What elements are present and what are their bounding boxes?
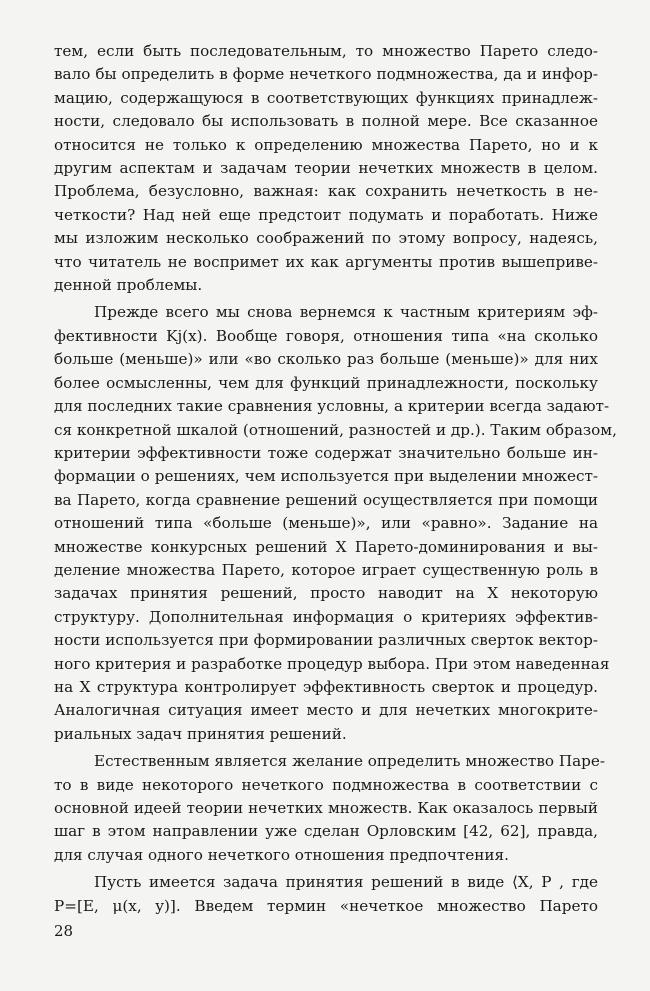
text-line: для случая одного нечеткого отношения предпочтения. [54, 845, 509, 864]
text-line: деление множества Парето, которое играет существенную роль в [54, 560, 598, 579]
text-line: шаг в этом направлении уже сделан Орловским [42, 62], правда, [54, 822, 598, 841]
text-line: тем, если быть последовательным, то множество Парето следо- [54, 42, 598, 60]
text-line: Пусть имеется задача принятия решений в виде ⟨X, P , где [94, 873, 598, 892]
paragraph [54, 750, 605, 867]
text-line: относится не только к определению множества Парето, но и к [54, 135, 598, 154]
paragraph [54, 871, 598, 918]
text-line: более осмысленны, чем для функций принадлежности, поскольку [54, 373, 598, 392]
text-line: ва Парето, когда сравнение решений осуществляется при помощи [54, 490, 598, 509]
text-line: ся конкретной шкалой (отношений, разностей и др.). Таким образом, [54, 420, 617, 439]
text-line: P=[E, μ(x, y)]. Введем термин «нечеткое множество Парето [54, 896, 598, 915]
body-text [54, 40, 617, 918]
text-line: Проблема, безусловно, важная: как сохранить нечеткость в не- [54, 182, 598, 201]
text-line: отношений типа «больше (меньше)», или «равно». Задание на [54, 514, 598, 533]
text-line: вало бы определить в форме нечеткого подмножества, да и инфор- [54, 65, 598, 84]
text-line: для последних такие сравнения условны, а критерии всегда задают- [54, 397, 610, 416]
text-line: ности, следовало бы использовать в полной мере. Все сказанное [54, 112, 598, 131]
text-line: Естественным является желание определить множество Паре- [94, 752, 605, 771]
text-line: мы изложим несколько соображений по этому вопросу, надеясь, [54, 229, 598, 248]
text-line: ного критерия и разработке процедур выбора. При этом наведенная [54, 654, 610, 673]
text-line: множестве конкурсных решений X Парето-доминирования и вы- [54, 537, 598, 556]
text-line: то в виде некоторого нечеткого подмножества в соответствии с [54, 775, 598, 794]
text-line: на X структура контролирует эффективность сверток и процедур. [54, 677, 598, 696]
text-line: четкости? Над ней еще предстоит подумать и поработать. Ниже [54, 205, 598, 224]
text-line: что читатель не воспримет их как аргументы против вышеприве- [54, 252, 598, 271]
text-line: другим аспектам и задачам теории нечетких множеств в целом. [54, 159, 598, 178]
text-line: формации о решениях, чем используется при выделении множест- [54, 467, 598, 486]
paragraph [54, 40, 598, 297]
page-number: 28 [54, 922, 74, 940]
text-line: фективности Kj(x). Вообще говоря, отношения типа «на сколько [54, 326, 598, 345]
text-line: ности используется при формировании различных сверток вектор- [54, 631, 598, 650]
text-line: мацию, содержащуюся в соответствующих функциях принадлеж- [54, 88, 598, 107]
text-line: основной идеей теории нечетких множеств. Как оказалось первый [54, 799, 598, 817]
text-line: Аналогичная ситуация имеет место и для нечетких многокрите- [54, 701, 598, 720]
text-line: больше (меньше)» или «во сколько раз больше (меньше)» для них [54, 350, 598, 369]
text-line: задачах принятия решений, просто наводит на X некоторую [54, 584, 598, 603]
text-line: риальных задач принятия решений. [54, 724, 347, 743]
text-line: структуру. Дополнительная информация о критериях эффектив- [54, 607, 598, 626]
text-line: денной проблемы. [54, 276, 203, 295]
paragraph [54, 301, 617, 746]
text-line: критерии эффективности тоже содержат значительно больше ин- [54, 443, 598, 462]
text-line: Прежде всего мы снова вернемся к частным критериям эф- [94, 303, 598, 322]
